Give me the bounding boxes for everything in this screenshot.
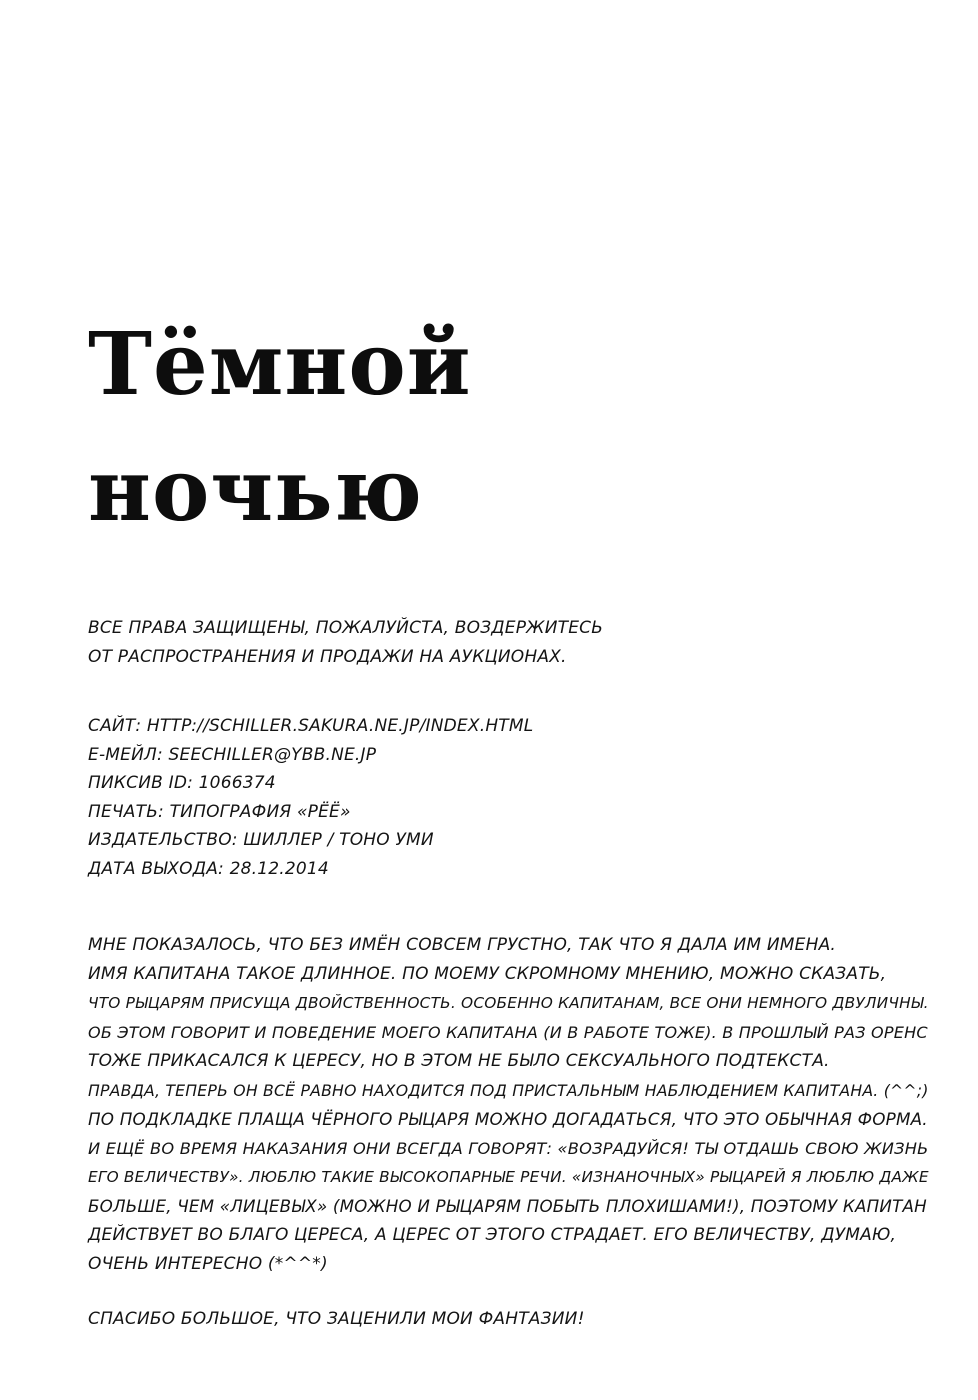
info-publisher: ИЗДАТЕЛЬСТВО: ШИЛЛЕР / ТОНО УМИ: [88, 830, 434, 851]
note-line: ОЧЕНЬ ИНТЕРЕСНО (*^^*): [88, 1254, 328, 1274]
note-line: МНЕ ПОКАЗАЛОСЬ, ЧТО БЕЗ ИМЁН СОВСЕМ ГРУСТНО, ТАК ЧТО Я ДАЛА ИМ ИМЕНА.: [88, 935, 837, 955]
title-line-1: Тёмной: [88, 314, 472, 415]
info-print: ПЕЧАТЬ: ТИПОГРАФИЯ «РЁЁ»: [88, 801, 351, 822]
info-release-date: ДАТА ВЫХОДА: 28.12.2014: [88, 858, 329, 879]
note-line: ДЕЙСТВУЕТ ВО БЛАГО ЦЕРЕСА, А ЦЕРЕС ОТ ЭТОГО СТРАДАЕТ. ЕГО ВЕЛИЧЕСТВУ, ДУМАЮ,: [88, 1225, 897, 1245]
note-line: ОБ ЭТОМ ГОВОРИТ И ПОВЕДЕНИЕ МОЕГО КАПИТАНА (И В РАБОТЕ ТОЖЕ). В ПРОШЛЫЙ РАЗ ОРЕНС: [88, 1023, 928, 1042]
note-line: ПО ПОДКЛАДКЕ ПЛАЩА ЧЁРНОГО РЫЦАРЯ МОЖНО ДОГАДАТЬСЯ, ЧТО ЭТО ОБЫЧНАЯ ФОРМА.: [88, 1109, 928, 1129]
info-site: САЙТ: HTTP://SCHILLER.SAKURA.NE.JP/INDEX.HTML: [88, 716, 534, 736]
thanks-line: СПАСИБО БОЛЬШОЕ, ЧТО ЗАЦЕНИЛИ МОИ ФАНТАЗИИ!: [88, 1309, 585, 1329]
publication-info: [88, 712, 533, 884]
info-email: Е-МЕЙЛ: SEECHILLER@YBB.NE.JP: [88, 744, 377, 765]
note-line: ЧТО РЫЦАРЯМ ПРИСУЩА ДВОЙСТВЕННОСТЬ. ОСОБЕННО КАПИТАНАМ, ВСЕ ОНИ НЕМНОГО ДВУЛИЧНЫ.: [88, 994, 929, 1012]
note-line: ТОЖЕ ПРИКАСАЛСЯ К ЦЕРЕСУ, НО В ЭТОМ НЕ БЫЛО СЕКСУАЛЬНОГО ПОДТЕКСТА.: [88, 1051, 830, 1071]
info-pixiv: ПИКСИВ ID: 1066374: [88, 773, 276, 794]
note-line: ИМЯ КАПИТАНА ТАКОЕ ДЛИННОЕ. ПО МОЕМУ СКРОМНОМУ МНЕНИЮ, МОЖНО СКАЗАТЬ,: [88, 964, 887, 984]
rights-notice: [88, 614, 603, 672]
thanks-note: [88, 1305, 585, 1334]
title-line-2: ночью: [88, 440, 423, 541]
note-line: ЕГО ВЕЛИЧЕСТВУ». ЛЮБЛЮ ТАКИЕ ВЫСОКОПАРНЫЕ РЕЧИ. «ИЗНАНОЧНЫХ» РЫЦАРЕЙ Я ЛЮБЛЮ ДАЖЕ: [88, 1168, 929, 1186]
note-line: ПРАВДА, ТЕПЕРЬ ОН ВСЁ РАВНО НАХОДИТСЯ ПОД ПРИСТАЛЬНЫМ НАБЛЮДЕНИЕМ КАПИТАНА. (^^;): [88, 1081, 929, 1100]
author-note: [88, 931, 929, 1279]
rights-line: ВСЕ ПРАВА ЗАЩИЩЕНЫ, ПОЖАЛУЙСТА, ВОЗДЕРЖИТЕСЬ: [88, 618, 604, 638]
note-line: И ЕЩЁ ВО ВРЕМЯ НАКАЗАНИЯ ОНИ ВСЕГДА ГОВОРЯТ: «ВОЗРАДУЙСЯ! ТЫ ОТДАШЬ СВОЮ ЖИЗНЬ: [88, 1139, 929, 1158]
rights-line: ОТ РАСПРОСТРАНЕНИЯ И ПРОДАЖИ НА АУКЦИОНАХ.: [88, 647, 567, 667]
note-line: БОЛЬШЕ, ЧЕМ «ЛИЦЕВЫХ» (МОЖНО И РЫЦАРЯМ ПОБЫТЬ ПЛОХИШАМИ!), ПОЭТОМУ КАПИТАН: [88, 1196, 927, 1216]
